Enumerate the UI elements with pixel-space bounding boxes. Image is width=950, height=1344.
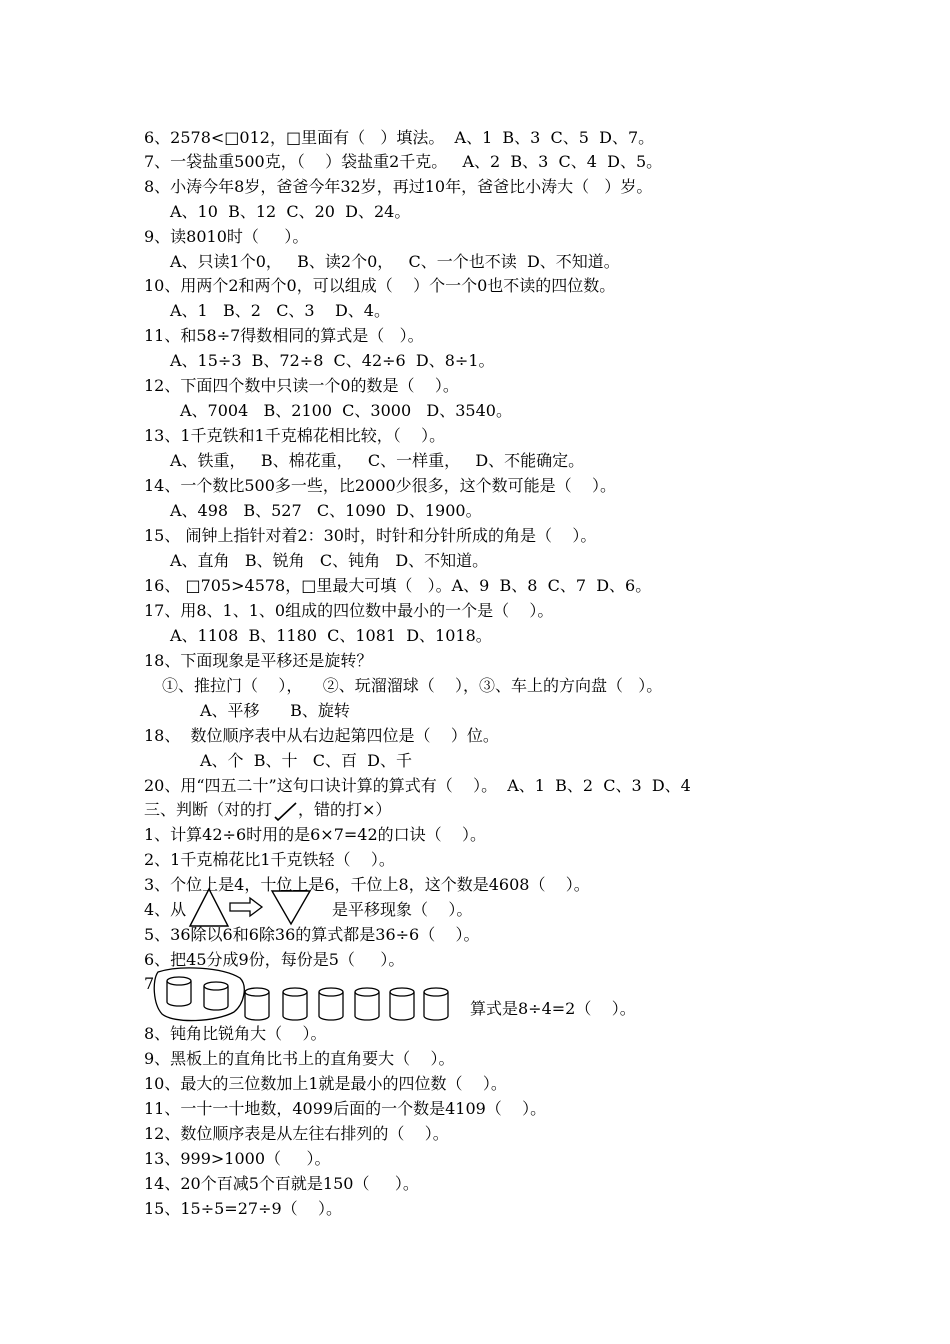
cylinder-icon [204,982,228,1010]
judge-item-15: 15、15÷5=27÷9（ ）。 [144,1199,343,1218]
judge-item-5: 5、36除以6和6除36的算式都是36÷6（ ）。 [144,925,480,944]
question-10: 10、用两个2和两个0，可以组成（ ）个一个0也不读的四位数。 [144,276,616,295]
judge-item-2: 2、1千克棉花比1千克铁轻（ ）。 [144,850,395,869]
cylinder-icon [283,988,307,1020]
question-13-options: A、铁重， B、棉花重， C、一样重， D、不能确定。 [170,451,585,470]
judge-item-4-start: 4、从 [144,900,187,919]
question-16: 16、 □705>4578，□里最大可填（ ）。A、9 B、8 C、7 D、6。 [144,576,652,595]
judge-item-1: 1、计算42÷6时用的是6×7=42的口诀（ ）。 [144,825,487,844]
question-12: 12、下面四个数中只读一个0的数是（ ）。 [144,376,459,395]
cylinder-icon [424,988,448,1020]
judge-item-3: 3、个位上是4，十位上是6，千位上8，这个数是4608（ ）。 [144,875,590,894]
judge-title-pre: 三、判断（对的打 [144,800,273,819]
question-19-options: A、个 B、十 C、百 D、千 [200,751,412,770]
question-11: 11、和58÷7得数相同的算式是（ ）。 [144,326,424,345]
question-13: 13、1千克铁和1千克棉花相比较，（ ）。 [144,426,446,445]
cylinder-icon [390,988,414,1020]
question-8-options: A、10 B、12 C、20 D、24。 [170,202,411,221]
cylinder-icon [245,988,269,1020]
question-9: 9、读8010时（ ）。 [144,227,309,246]
inverted-triangle-icon [272,891,310,924]
judge-item-6: 6、把45分成9份，每份是5（ ）。 [144,950,405,969]
question-10-options: A、1 B、2 C、3 D、4。 [170,301,390,320]
judge-item-11: 11、一十一十地数，4099后面的一个数是4109（ ）。 [144,1099,547,1118]
triangle-translation-figure [188,886,314,928]
upright-triangle-icon [190,889,228,926]
judge-item-8: 8、钝角比锐角大（ ）。 [144,1024,327,1043]
question-7: 7、一袋盐重500克，（ ）袋盐重2千克。 A、2 B、3 C、4 D、5。 [144,152,663,171]
question-18-items: ①、推拉门（ ）， ②、玩溜溜球（ ），③、车上的方向盘（ ）。 [162,676,663,695]
question-18: 18、下面现象是平移还是旋转？ [144,651,373,670]
question-9-options: A、只读1个0， B、读2个0， C、一个也不读 D、不知道。 [170,252,620,271]
question-17: 17、用8、1、1、0组成的四位数中最小的一个是（ ）。 [144,601,554,620]
question-19: 18、 数位顺序表中从右边起第四位是（ ）位。 [144,726,499,745]
cylinder-icon [319,988,343,1020]
check-mark-icon [272,801,298,821]
right-arrow-icon [230,898,262,916]
question-6: 6、2578<□012，□里面有（ ）填法。 A、1 B、3 C、5 D、7。 [144,128,655,147]
question-14: 14、一个数比500多一些，比2000少很多，这个数可能是（ ）。 [144,476,616,495]
question-15-options: A、直角 B、锐角 C、钝角 D、不知道。 [170,551,489,570]
judge-section-title [144,800,391,821]
question-17-options: A、1108 B、1180 C、1081 D、1018。 [170,626,492,645]
judge-item-14: 14、20个百减5个百就是150（ ）。 [144,1174,419,1193]
question-15: 15、 闹钟上指针对着2：30时，时针和分针所成的角是（ ）。 [144,526,597,545]
judge-item-9: 9、黑板上的直角比书上的直角要大（ ）。 [144,1049,455,1068]
judge-item-7-number: 7 [144,974,155,993]
judge-item-4-end: 是平移现象（ ）。 [332,900,473,919]
question-20: 20、用“四五二十”这句口诀计算的算式有（ ）。 A、1 B、2 C、3 D、4 [144,776,691,795]
question-14-options: A、498 B、527 C、1090 D、1900。 [170,501,482,520]
cylinders-figure [150,964,450,1026]
judge-item-10: 10、最大的三位数加上1就是最小的四位数（ ）。 [144,1074,507,1093]
judge-title-post: ，错的打×） [298,800,392,819]
cylinder-icon [355,988,379,1020]
cylinder-icon [167,977,191,1006]
question-12-options: A、7004 B、2100 C、3000 D、3540。 [180,401,512,420]
judge-item-12: 12、数位顺序表是从左往右排列的（ ）。 [144,1124,449,1143]
judge-item-13: 13、999>1000（ ）。 [144,1149,331,1168]
judge-item-7-end: 算式是8÷4=2（ ）。 [470,999,636,1018]
grouping-loop-icon [154,968,244,1021]
question-8: 8、小涛今年8岁，爸爸今年32岁，再过10年，爸爸比小涛大（ ）岁。 [144,177,653,196]
question-11-options: A、15÷3 B、72÷8 C、42÷6 D、8÷1。 [170,351,495,370]
question-18-options: A、平移 B、旋转 [200,701,350,720]
